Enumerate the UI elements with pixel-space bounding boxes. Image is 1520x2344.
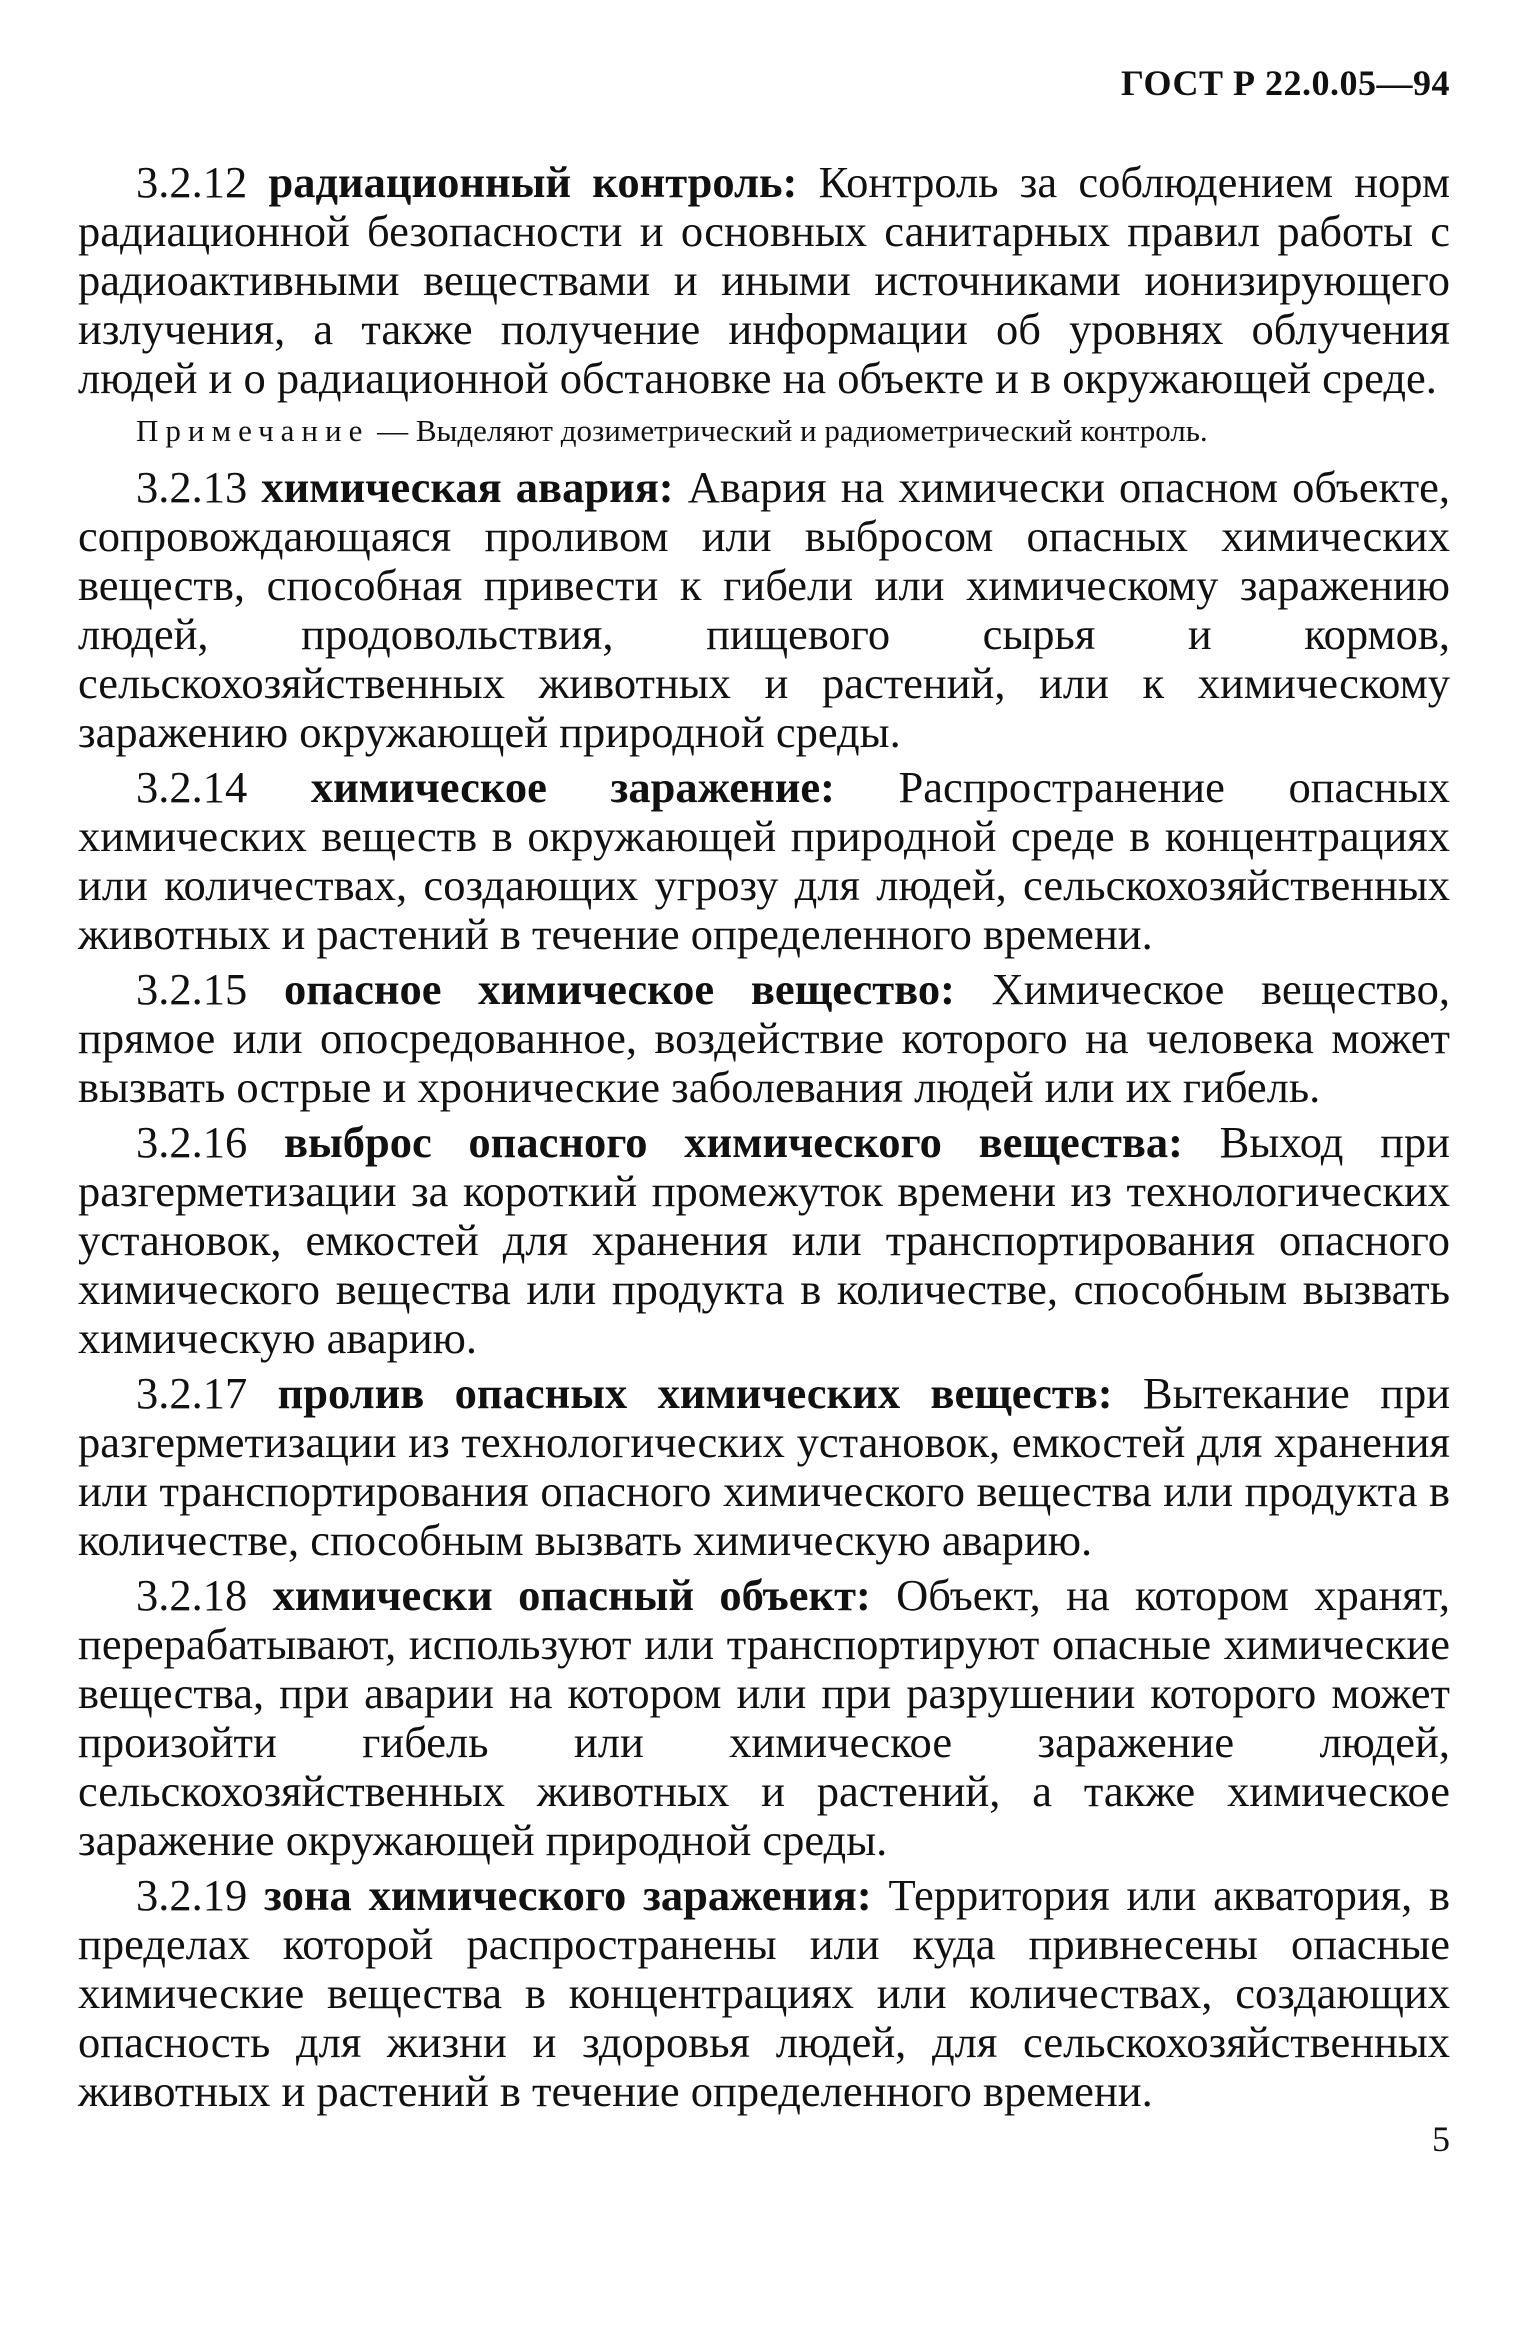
definition-term: зона химического заражения: bbox=[264, 1870, 872, 1920]
definition-3-2-14 bbox=[78, 763, 1450, 959]
definition-text: Авария на химически опасном объекте, сопровождающаяся проливом или выбросом опасных химических веществ, способная привести к гибели или химическому заражению людей, продовольствия, пищевого сырья и кормов, сельскохозяйственных животных и растений, или к химическому заражению окружающей природной среды. bbox=[78, 462, 1451, 757]
definition-term: химическое заражение: bbox=[310, 762, 835, 812]
definition-text: Контроль за соблюдением норм радиационной безопасности и основных санитарных правил работы с радиоактивными веществами и иными источниками ионизирующего излучения, а также получение информации об уровнях облучения людей и о радиационной обстановке на объекте и в окружающей среде. bbox=[78, 157, 1451, 403]
definition-number: 3.2.19 bbox=[136, 1870, 248, 1920]
definition-term: химически опасный объект: bbox=[272, 1570, 871, 1620]
note bbox=[78, 411, 1450, 451]
definition-3-2-16 bbox=[78, 1118, 1450, 1363]
definition-number: 3.2.14 bbox=[136, 762, 248, 812]
definition-number: 3.2.16 bbox=[136, 1117, 248, 1167]
definition-text: Территория или акватория, в пределах которой распространены или куда привнесены опасные химические вещества в концентрациях или количествах, создающих опасность для жизни и здоровья людей, для сельскохозяйственных животных и растений в течение определенного времени. bbox=[78, 1870, 1451, 2116]
definition-3-2-15 bbox=[78, 965, 1450, 1112]
definition-text: Химическое вещество, прямое или опосредованное, воздействие которого на человека может вызвать острые и хронические заболевания людей или их гибель. bbox=[78, 964, 1451, 1112]
definition-number: 3.2.17 bbox=[136, 1368, 248, 1418]
definition-text: Распространение опасных химических веществ в окружающей природной среде в концентрациях или количествах, создающих угрозу для людей, сельскохозяйственных животных и растений в течение определенного времени. bbox=[78, 762, 1451, 959]
definition-number: 3.2.18 bbox=[136, 1570, 248, 1620]
definition-3-2-17 bbox=[78, 1369, 1450, 1565]
note-text: Выделяют дозиметрический и радиометрический контроль. bbox=[415, 413, 1208, 448]
definition-text: Выход при разгерметизации за короткий промежуток времени из технологических установок, емкостей для хранения или транспортирования опасного химического вещества или продукта в количестве, способным вызвать химическую аварию. bbox=[78, 1117, 1450, 1363]
definition-3-2-18 bbox=[78, 1571, 1450, 1865]
note-label: Примечание bbox=[136, 413, 370, 448]
definition-term: опасное химическое вещество: bbox=[283, 964, 955, 1014]
definition-number: 3.2.12 bbox=[136, 157, 248, 207]
definition-term: пролив опасных химических веществ: bbox=[277, 1368, 1113, 1418]
definition-term: радиационный контроль: bbox=[268, 157, 798, 207]
definition-3-2-19 bbox=[78, 1871, 1450, 2116]
definition-number: 3.2.13 bbox=[136, 462, 248, 512]
definition-term: выброс опасного химического вещества: bbox=[283, 1117, 1183, 1167]
definition-3-2-12 bbox=[78, 158, 1450, 403]
document-body bbox=[78, 158, 1450, 2122]
definition-text: Вытекание при разгерметизации из технологических установок, емкостей для хранения или транспортирования опасного химического вещества или продукта в количестве, способным вызвать химическую аварию. bbox=[78, 1368, 1451, 1565]
standard-code-header: ГОСТ Р 22.0.05—94 bbox=[1121, 63, 1450, 103]
page-number: 5 bbox=[1432, 2119, 1450, 2159]
note-dash: — bbox=[369, 413, 416, 448]
definition-3-2-13 bbox=[78, 463, 1450, 757]
definition-text: Объект, на котором хранят, перерабатывают, используют или транспортируют опасные химические вещества, при аварии на котором или при разрушении которого может произойти гибель или химическое заражение людей, сельскохозяйственных животных и растений, а также химическое заражение окружающей природной среды. bbox=[78, 1570, 1450, 1865]
definition-number: 3.2.15 bbox=[136, 964, 248, 1014]
definition-term: химическая авария: bbox=[261, 462, 674, 512]
